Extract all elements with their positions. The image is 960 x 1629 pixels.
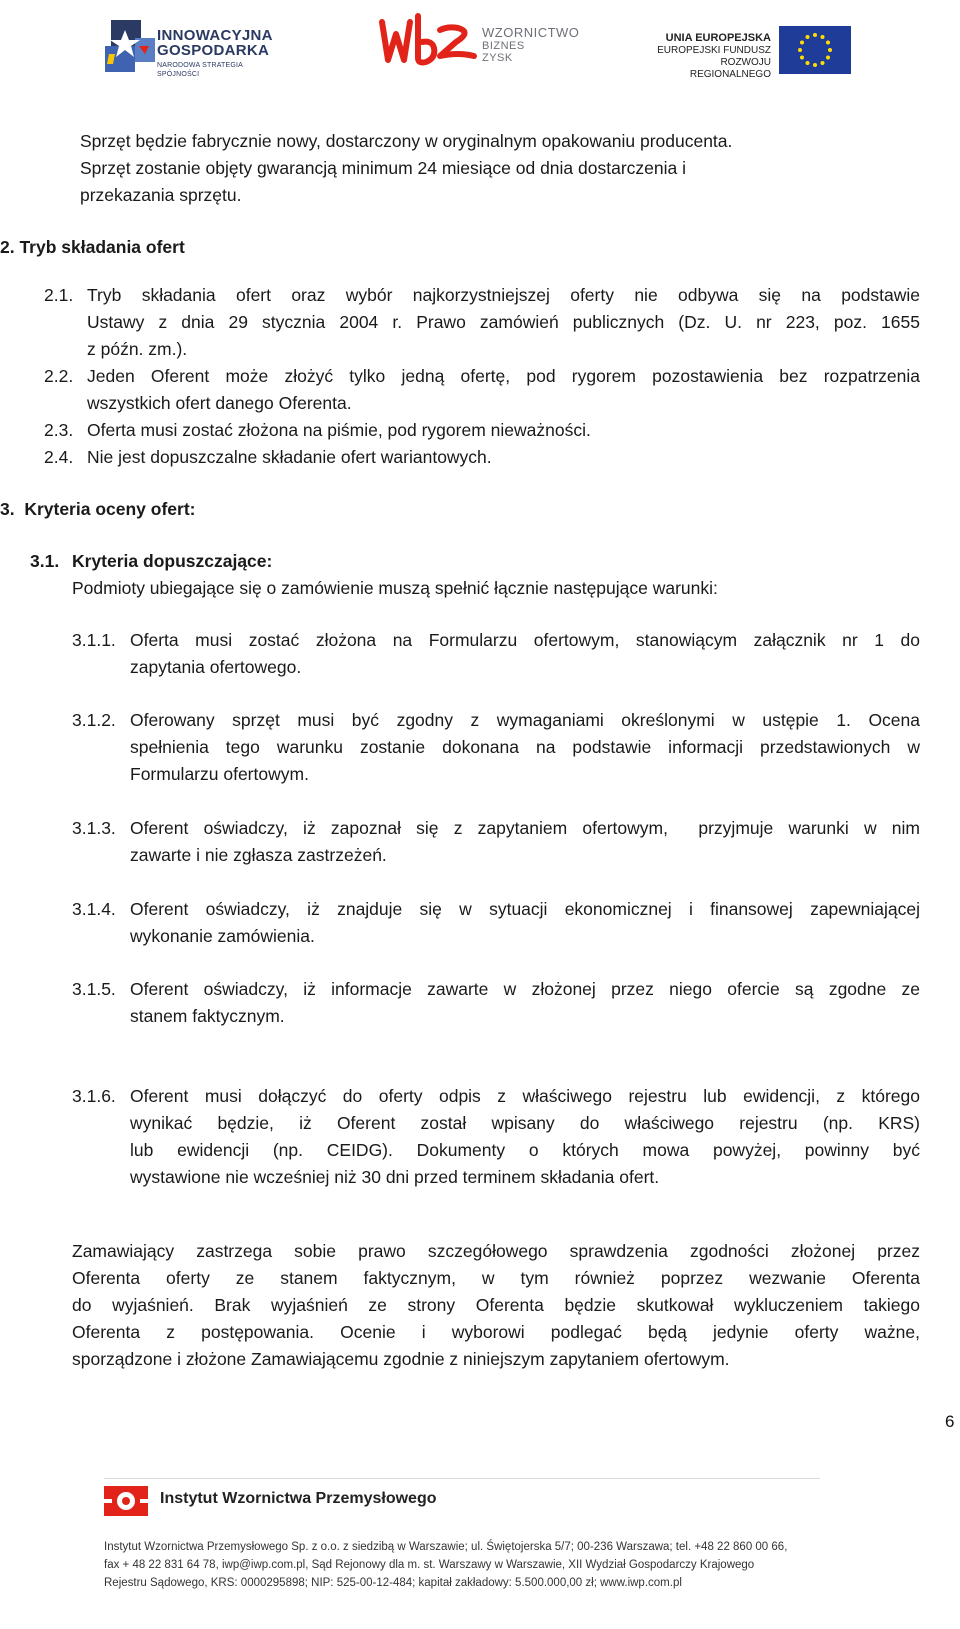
ig-line3: NARODOWA STRATEGIA SPÓJNOŚCI (157, 62, 243, 78)
ue-line2: EUROPEJSKI FUNDUSZ (657, 45, 771, 56)
item-3-1-1-number: 3.1.1. (72, 630, 116, 650)
innowacyjna-gospodarka-logo (105, 12, 285, 78)
section-3-heading: 3. Kryteria oceny ofert: (0, 499, 196, 519)
item-3-1-4-number: 3.1.4. (72, 899, 116, 919)
item-2-2-number: 2.2. (44, 366, 74, 386)
ig-line1: INNOWACYJNA (157, 27, 273, 44)
item-3-1-2-line-2: spełnienia tego warunku zostanie dokonana na podstawie informacji przedstawionych w (130, 737, 920, 757)
item-2-2-line-2: wszystkich ofert danego Oferenta. (87, 393, 352, 413)
wbz-line3: ZYSK (482, 52, 513, 64)
item-2-2-line-1: Jeden Oferent może złożyć tylko jedną ofertę, pod rygorem pozostawienia bez rozpatrzenia (87, 366, 920, 386)
page-header (0, 0, 960, 80)
footer-line-2: fax + 48 22 831 64 78, iwp@iwp.com.pl, Sąd Rejonowy dla m. st. Warszawy w Warszawie, XII Wydział Gospodarczy Krajowego (104, 1559, 755, 1571)
item-3-1-4-line-2: wykonanie zamówienia. (130, 926, 315, 946)
item-3-1-5-number: 3.1.5. (72, 979, 116, 999)
item-2-1-line-1: Tryb składania ofert oraz wybór najkorzystniejszej oferty nie odbywa się na podstawie (87, 285, 920, 305)
item-2-4-number: 2.4. (44, 447, 74, 467)
item-3-1-3-line-2: zawarte i nie zgłasza zastrzeżeń. (130, 845, 387, 865)
eu-flag-icon (779, 26, 851, 74)
item-2-3-line-1: Oferta musi zostać złożona na piśmie, pod rygorem nieważności. (87, 420, 591, 440)
ue-line1: UNIA EUROPEJSKA (665, 32, 771, 44)
section-2-heading: 2. Tryb składania ofert (0, 237, 185, 257)
ig-star-icon (105, 16, 159, 72)
closing-line-2: Oferenta oferty ze stanem faktycznym, w tym również poprzez wezwanie Oferenta (72, 1268, 920, 1288)
eu-fund-logo (653, 18, 853, 80)
item-3-1-2-number: 3.1.2. (72, 710, 116, 730)
item-3-1-6-line-1: Oferent musi dołączyć do oferty odpis z właściwego rejestru lub ewidencji, z którego (130, 1086, 920, 1106)
item-3-1-5-line-1: Oferent oświadczy, iż informacje zawarte w złożonej przez niego ofercie są zgodne ze (130, 979, 920, 999)
item-3-1-1-line-1: Oferta musi zostać złożona na Formularzu ofertowym, stanowiącym załącznik nr 1 do (130, 630, 920, 650)
intro-line-3: przekazania sprzętu. (80, 185, 242, 205)
item-3-1-6-line-3: lub ewidencji (np. CEIDG). Dokumenty o których mowa powyżej, powinny być (130, 1140, 920, 1160)
item-3-1-4-line-1: Oferent oświadczy, iż znajduje się w sytuacji ekonomicznej i finansowej zapewniającej (130, 899, 920, 919)
closing-line-4: Oferenta z postępowania. Ocenie i wyborowi podlegać będą jedynie oferty ważne, (72, 1322, 920, 1342)
item-2-1-number: 2.1. (44, 285, 74, 305)
item-3-1-2-line-3: Formularzu ofertowym. (130, 764, 309, 784)
item-3-1-5-line-2: stanem faktycznym. (130, 1006, 285, 1026)
wbz-line1: WZORNICTWO (482, 25, 580, 40)
item-2-1-line-3: z późn. zm.). (87, 339, 188, 359)
page-number: 6 (945, 1412, 955, 1431)
item-2-1-line-2: Ustawy z dnia 29 stycznia 2004 r. Prawo zamówień publicznych (Dz. U. nr 223, poz. 1655 (87, 312, 920, 332)
item-3-1-3-number: 3.1.3. (72, 818, 116, 838)
footer-address (104, 1538, 844, 1592)
footer-line-3: Rejestru Sądowego, KRS: 0000295898; NIP: 525-00-12-484; kapitał zakładowy: 5.500.000,00 zł; www.iwp.com.pl (104, 1577, 682, 1589)
footer-line-1: Instytut Wzornictwa Przemysłowego Sp. z o.o. z siedzibą w Warszawie; ul. Świętojerska 5/7; 00-236 Warszawa; tel. +48 22 860 00 66, (104, 1541, 788, 1553)
ue-line3: ROZWOJU REGIONALNEGO (689, 57, 771, 80)
closing-line-5: sporządzone i złożone Zamawiającemu zgodnie z niniejszym zapytaniem ofertowym. (72, 1349, 730, 1369)
ig-line2: GOSPODARKA (157, 42, 270, 59)
item-3-1-6-number: 3.1.6. (72, 1086, 116, 1106)
closing-line-1: Zamawiający zastrzega sobie prawo szczegółowego sprawdzenia zgodności złożonej przez (72, 1241, 920, 1261)
item-2-4-line-1: Nie jest dopuszczalne składanie ofert wariantowych. (87, 447, 492, 467)
wbz-line2: BIZNES (482, 40, 525, 52)
wzornictwo-biznes-zysk-logo (378, 10, 578, 74)
wbz-mark-icon (378, 12, 478, 70)
item-3-1-number: 3.1. (30, 551, 60, 571)
item-3-1-3-line-1: Oferent oświadczy, iż zapoznał się z zapytaniem ofertowym, przyjmuje warunki w nim (130, 818, 920, 838)
item-3-1-1-line-2: zapytania ofertowego. (130, 657, 302, 677)
item-3-1-2-line-1: Oferowany sprzęt musi być zgodny z wymaganiami określonymi w ustępie 1. Ocena (130, 710, 920, 730)
footer-org-name: Instytut Wzornictwa Przemysłowego (160, 1490, 437, 1507)
item-3-1-heading: Kryteria dopuszczające: (72, 551, 273, 571)
item-2-3-number: 2.3. (44, 420, 74, 440)
item-3-1-6-line-4: wystawione nie wcześniej niż 30 dni przed terminem składania ofert. (130, 1167, 660, 1187)
intro-line-2: Sprzęt zostanie objęty gwarancją minimum 24 miesiące od dnia dostarczenia i (80, 158, 686, 178)
footer-divider (104, 1478, 820, 1479)
item-3-1-6-line-2: wynikać będzie, iż Oferent został wpisany do właściwego rejestru (np. KRS) (130, 1113, 920, 1133)
item-3-1-intro: Podmioty ubiegające się o zamówienie muszą spełnić łącznie następujące warunki: (72, 578, 718, 598)
intro-line-1: Sprzęt będzie fabrycznie nowy, dostarczony w oryginalnym opakowaniu producenta. (80, 131, 733, 151)
iwp-logo-icon (104, 1486, 148, 1516)
closing-line-3: do wyjaśnień. Brak wyjaśnień ze strony Oferenta będzie skutkował wykluczeniem takiego (72, 1295, 920, 1315)
